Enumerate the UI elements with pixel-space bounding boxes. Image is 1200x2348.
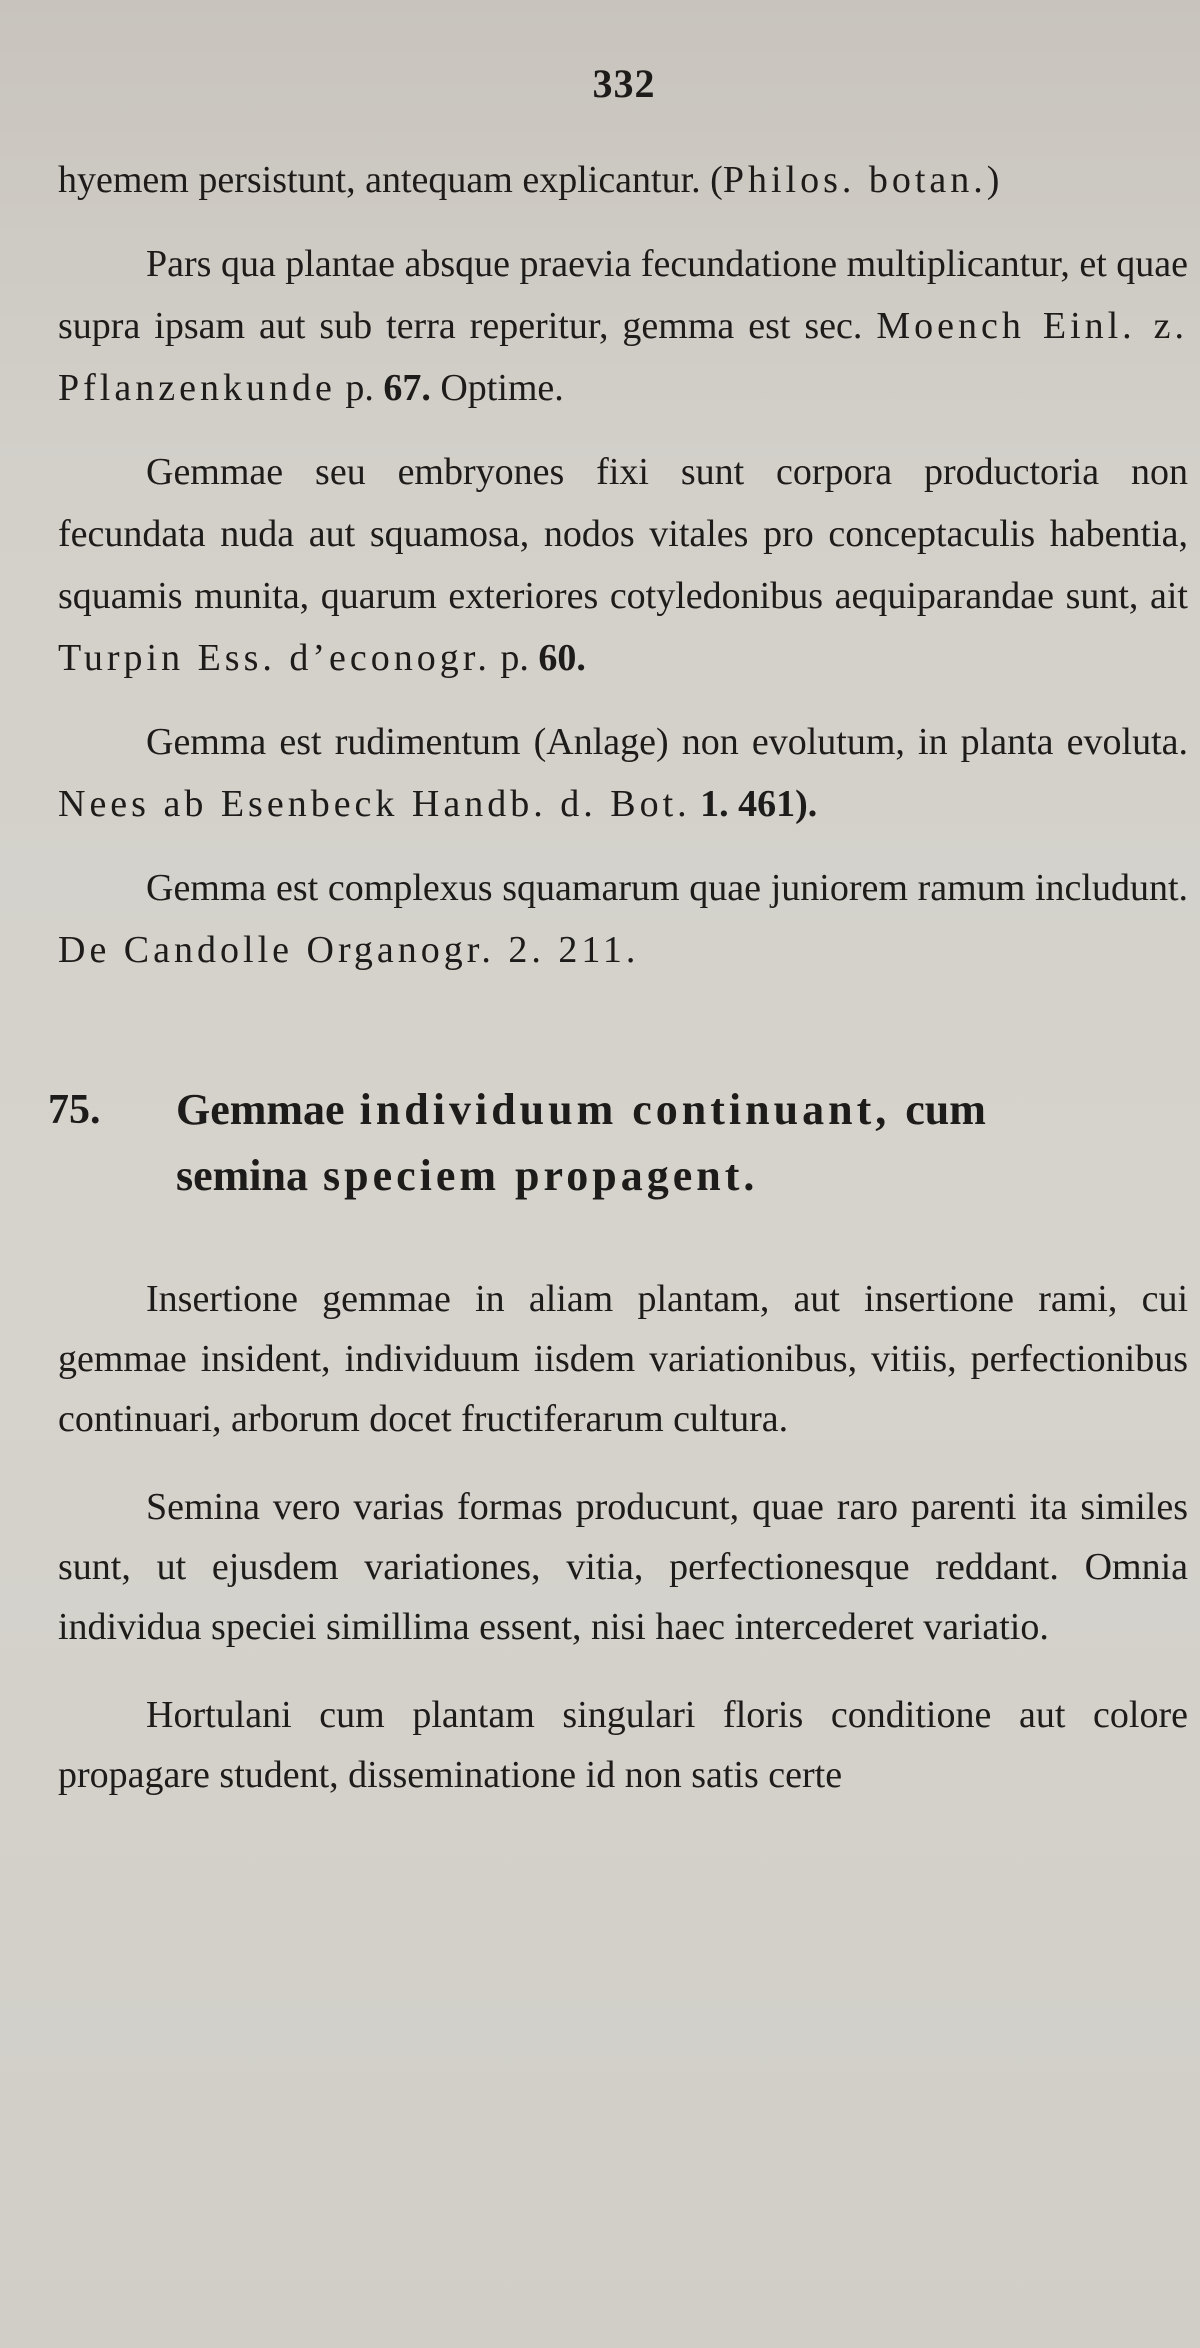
paragraph-text: Gemma est complexus squamarum quae juniorem ramum includunt. <box>146 867 1188 909</box>
section-title-spaced: individuum continuant, <box>359 1085 891 1134</box>
paragraph-text: Pars qua plantae absque praevia fecundatione multiplicantur, et quae supra ipsam aut sub terra reperitur, gemma est sec. <box>58 243 1189 347</box>
paragraph-end: ). <box>795 783 818 825</box>
paragraph-text: hyemem persistunt, antequam explicantur. ( <box>58 159 723 201</box>
section-title-spaced: speciem propagent. <box>323 1151 759 1200</box>
reference-number: 67. <box>383 367 431 409</box>
reference-page: p. <box>335 367 384 409</box>
reference-author: Turpin Ess. d’econogr. <box>58 637 491 679</box>
section-body <box>58 1269 1190 1805</box>
section-title-word: semina <box>176 1151 308 1200</box>
paragraph-text: Gemmae seu embryones fixi sunt corpora productoria non fecundata nuda aut squamosa, nodos vitales pro conceptaculis habentia, squamis munita, quarum exteriores cotyledonibus aequiparandae sunt, ait <box>58 451 1188 617</box>
section-number: 75. <box>48 1087 101 1133</box>
reference-author: De Candolle Organogr. 2. 211. <box>58 929 640 971</box>
page-number: 332 <box>592 61 656 106</box>
section-title-word: Gemmae <box>176 1085 345 1134</box>
paragraph-semina: Semina vero varias formas producunt, quae raro parenti ita similes sunt, ut ejusdem variationes, vitia, perfectionesque reddant. Omnia individua speciei simillima essent, nisi haec intercederet variatio. <box>58 1486 1188 1648</box>
reference-author: Moench Einl. z. Pflanzenkunde <box>58 305 1189 409</box>
section-title-word: cum <box>905 1085 986 1134</box>
paragraph-moench <box>58 233 1188 419</box>
paragraph-end: ) <box>986 159 1000 201</box>
paragraph-hortulani: Hortulani cum plantam singulari floris conditione aut colore propagare student, disseminatione id non satis certe <box>58 1694 1188 1796</box>
paragraph-end: Optime. <box>430 367 564 409</box>
paragraph-continued <box>58 149 1188 211</box>
section-heading <box>48 1077 1188 1209</box>
paragraph-candolle <box>58 857 1188 981</box>
section-title-line-2 <box>176 1143 1188 1209</box>
paragraph-text: Gemma est rudimentum (Anlage) non evolutum, in planta evoluta. <box>146 721 1188 763</box>
reference-page: p. <box>490 637 539 679</box>
section-title-line-1 <box>176 1077 1188 1143</box>
paragraph-turpin <box>58 441 1188 689</box>
reference-number: 60. <box>538 637 586 679</box>
reference-author: Philos. botan. <box>722 159 987 201</box>
paragraph-nees <box>58 711 1188 835</box>
reference-author: Nees ab Esenbeck Handb. d. Bot. <box>58 783 691 825</box>
reference-number: 1. 461 <box>690 783 796 825</box>
paragraph-insertione: Insertione gemmae in aliam plantam, aut insertione rami, cui gemmae insident, individuum iisdem variationibus, vitiis, perfectionibus continuari, arborum docet fructiferarum cultura. <box>58 1278 1188 1440</box>
